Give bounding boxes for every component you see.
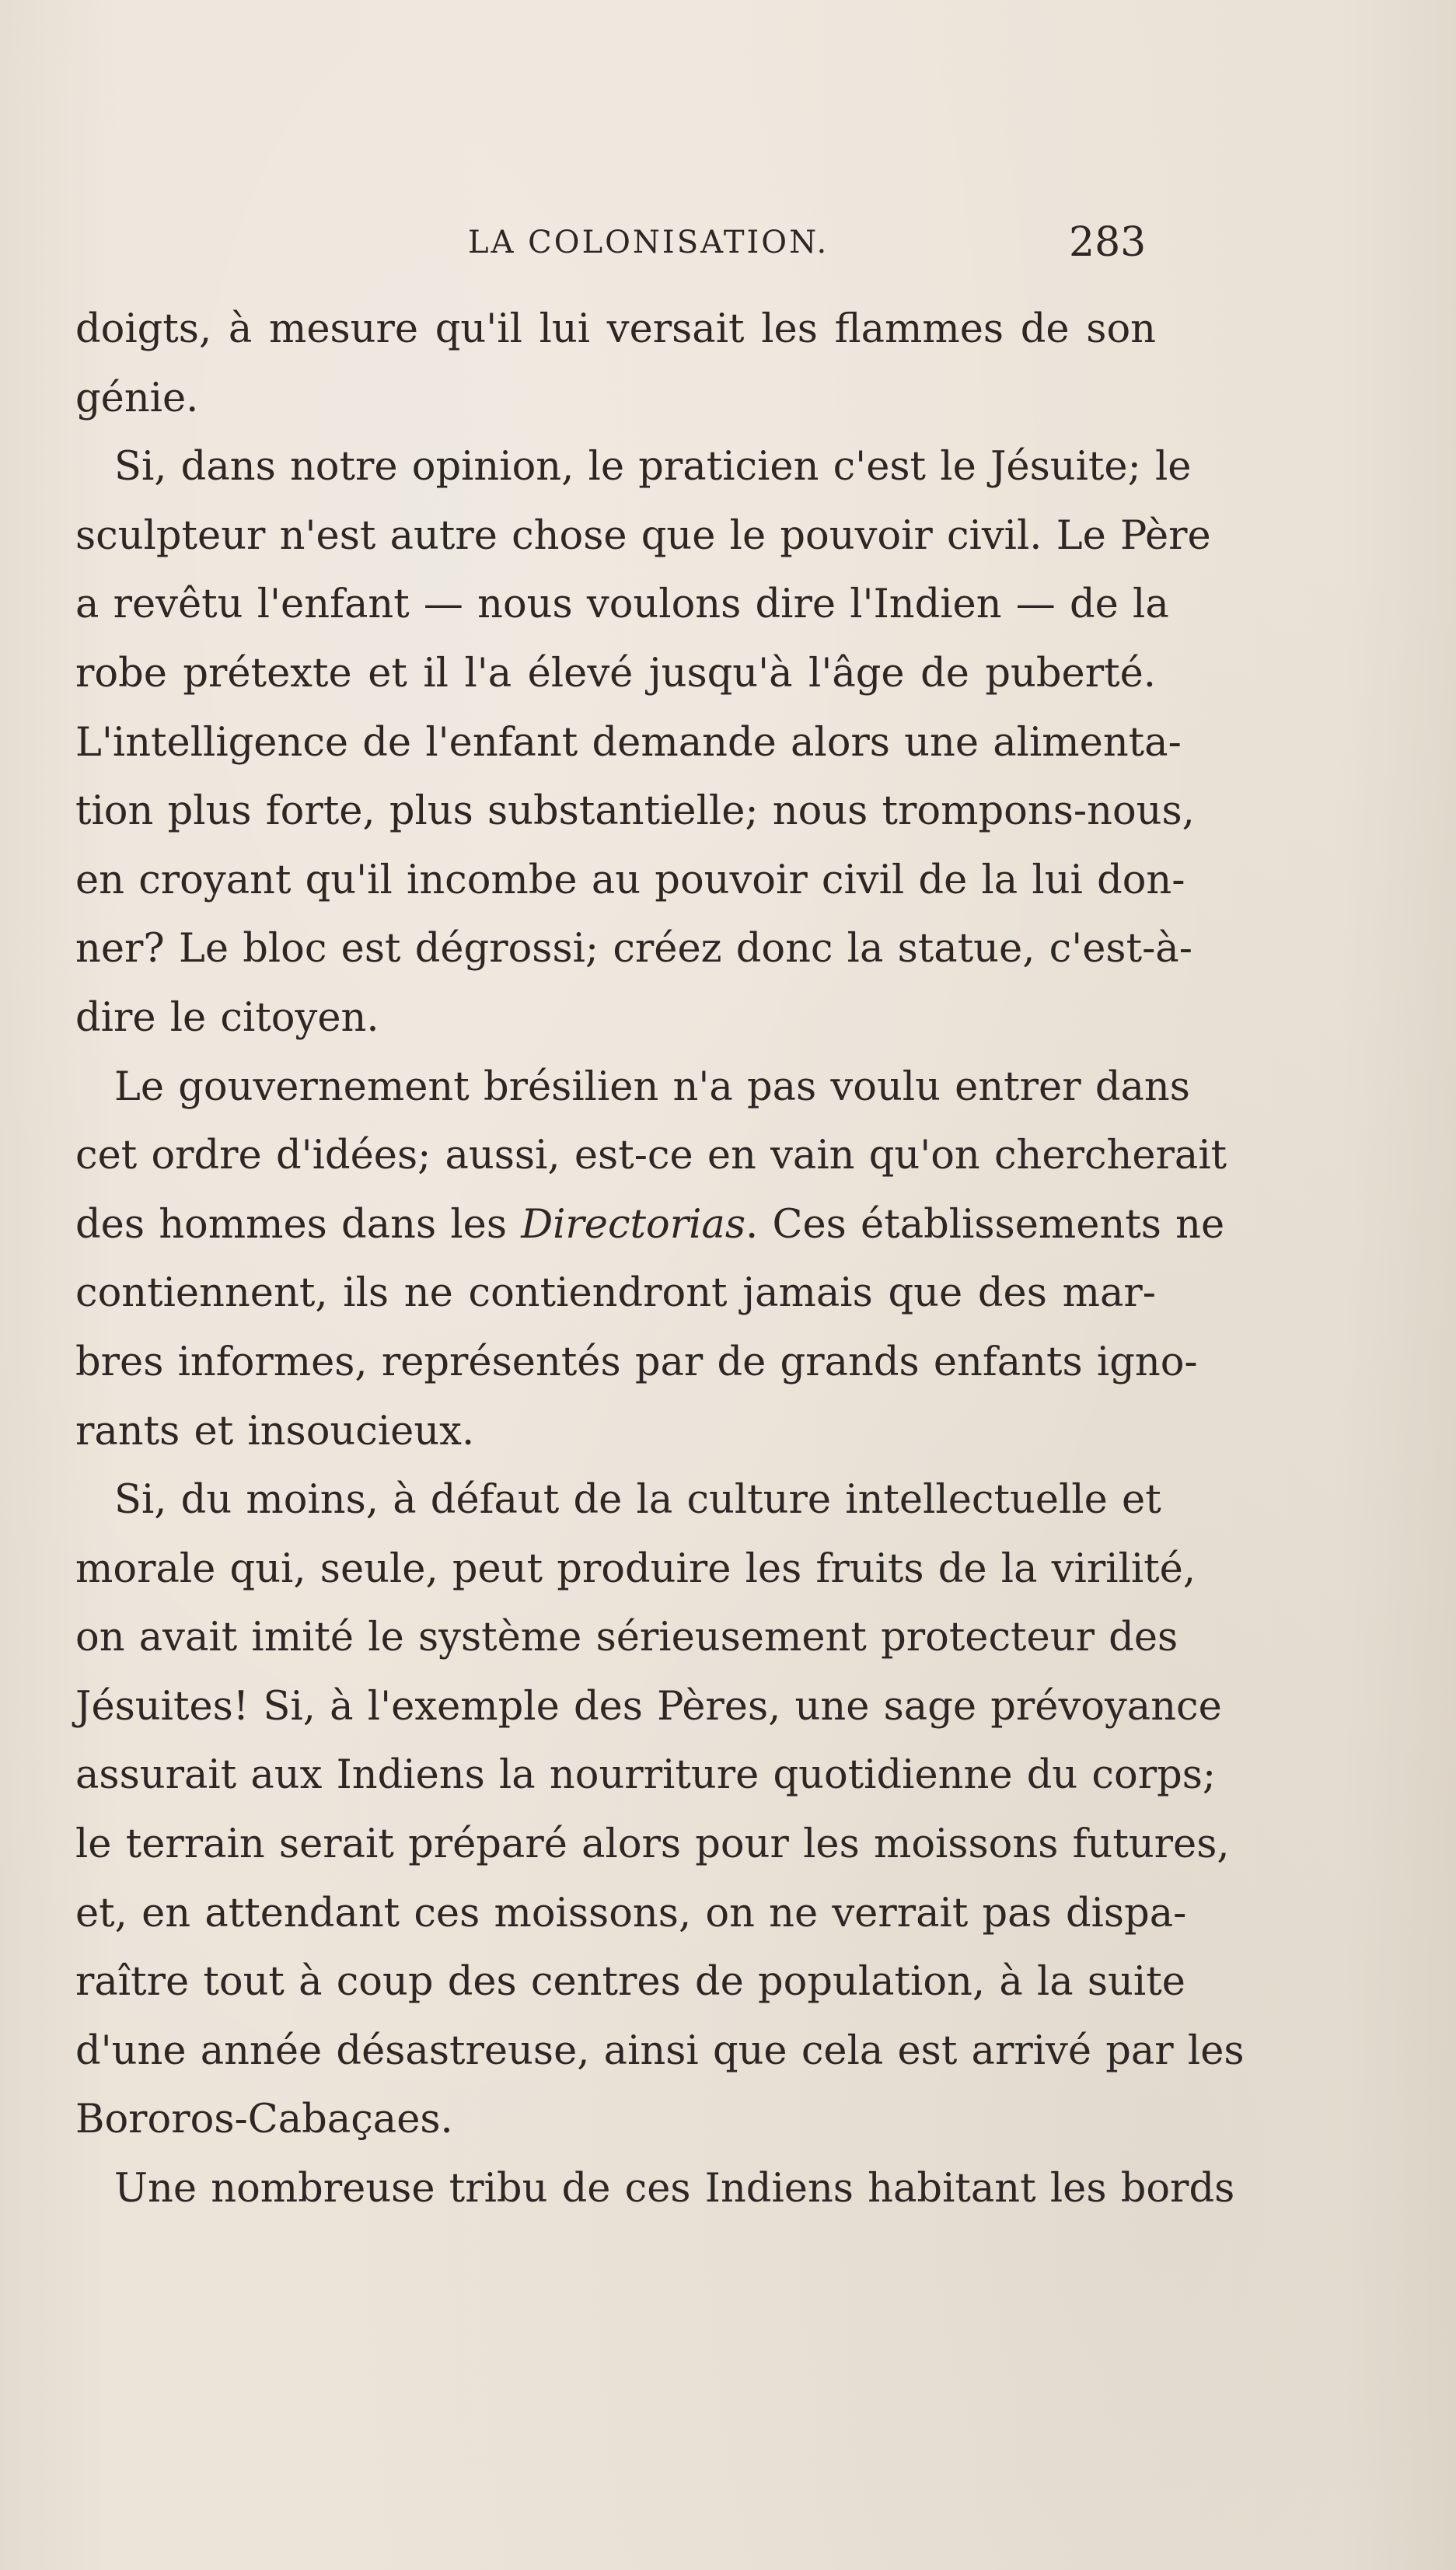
text-line: en croyant qu'il incombe au pouvoir civil de la lui don- [75,857,1185,903]
paragraph-start-line: Le gouvernement brésilien n'a pas voulu entrer dans [114,1063,1190,1110]
text-line: bres informes, représentés par de grands enfants igno- [75,1339,1198,1385]
text-line: sculpteur n'est autre chose que le pouvoir civil. Le Père [75,512,1211,559]
text-line: cet ordre d'idées; aussi, est-ce en vain qu'on chercherait [75,1133,1227,1179]
italic-term: Directorias [521,1201,746,1248]
text-line: d'une année désastreuse, ainsi que cela est arrivé par les [75,2027,1245,2074]
text-line-with-italic [75,1191,1225,1260]
text-line: Bororos-Cabaçaes. [75,2097,453,2143]
text-line: et, en attendant ces moissons, on ne verrait pas dispa- [75,1890,1187,1936]
running-title: LA COLONISATION. [468,225,829,260]
text-line: contiennent, ils ne contiendront jamais que des mar- [75,1270,1156,1317]
text-line: raître tout à coup des centres de population, à la suite [75,1959,1185,2006]
body-text [75,295,1245,2224]
page-number: 283 [1069,219,1147,266]
text-line: a revêtu l'enfant — nous voulons dire l'Indien — de la [75,581,1169,628]
text-line: doigts, à mesure qu'il lui versait les flammes de son [75,306,1156,352]
text-line: tion plus forte, plus substantielle; nous trompons-nous, [75,788,1195,835]
text-line: on avait imité le système sérieusement protecteur des [75,1615,1178,1661]
text-line: génie. [75,375,199,421]
text-line: robe prétexte et il l'a élevé jusqu'à l'âge de puberté. [75,650,1156,697]
paragraph-start-line: Si, dans notre opinion, le praticien c'est le Jésuite; le [114,444,1192,491]
text-segment: des hommes dans les [75,1201,507,1248]
text-line: rants et insoucieux. [75,1408,475,1454]
text-segment: . Ces établissements ne [745,1201,1225,1248]
text-line: ner? Le bloc est dégrossi; créez donc la statue, c'est-à- [75,926,1192,972]
text-line: assurait aux Indiens la nourriture quotidienne du corps; [75,1752,1217,1799]
paragraph-start-line: Si, du moins, à défaut de la culture intellectuelle et [114,1477,1161,1524]
text-line: dire le citoyen. [75,994,379,1041]
text-line: morale qui, seule, peut produire les fruits de la virilité, [75,1545,1196,1592]
text-line: L'intelligence de l'enfant demande alors une alimenta- [75,719,1182,766]
paragraph-start-line: Une nombreuse tribu de ces Indiens habitant les bords [114,2166,1235,2212]
text-line: Jésuites! Si, à l'exemple des Pères, une sage prévoyance [75,1683,1222,1730]
text-line: le terrain serait préparé alors pour les moissons futures, [75,1821,1230,1868]
running-header [0,219,1456,266]
